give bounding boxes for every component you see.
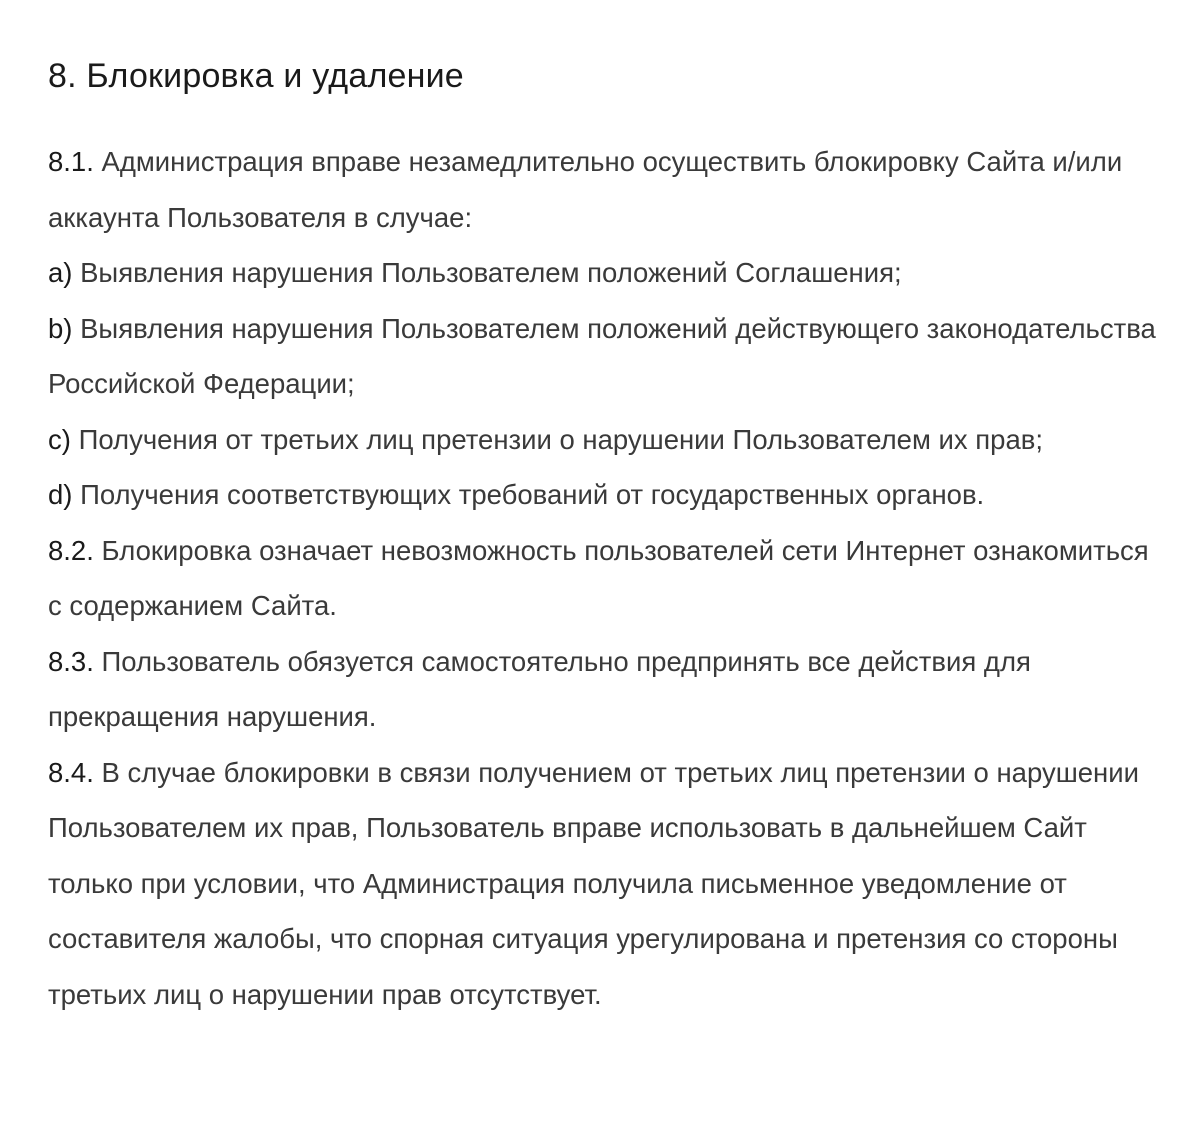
- clause-marker: b): [48, 312, 73, 344]
- clause-8-2: [48, 523, 1158, 634]
- clause-marker: 8.2.: [48, 534, 94, 566]
- clause-8-4: [48, 745, 1158, 1023]
- clause-8-1-d: [48, 467, 1158, 523]
- clause-8-1: [48, 134, 1158, 245]
- clause-text: Выявления нарушения Пользователем положений Соглашения;: [80, 257, 902, 288]
- clause-text: Блокировка означает невозможность пользователей сети Интернет ознакомиться с содержанием Сайта.: [48, 534, 1149, 621]
- clause-marker: c): [48, 423, 71, 455]
- clause-text: Администрация вправе незамедлительно осуществить блокировку Сайта и/или аккаунта Пользователя в случае:: [48, 146, 1123, 233]
- clause-text: Выявления нарушения Пользователем положений действующего законодательства Российской Федерации;: [48, 312, 1156, 399]
- clause-text: Получения от третьих лиц претензии о нарушении Пользователем их прав;: [78, 423, 1043, 455]
- section-body: [48, 134, 1158, 1022]
- clause-marker: 8.4.: [48, 756, 94, 788]
- clause-8-1-a: [48, 245, 1158, 301]
- clause-8-3: [48, 634, 1158, 745]
- section-title: 8. Блокировка и удаление: [48, 57, 464, 95]
- clause-text: В случае блокировки в связи получением от третьих лиц претензии о нарушении Пользователем их прав, Пользователь вправе использовать в дальнейшем Сайт только при условии, что Администрация получила письменное уведомление от составителя жалобы, что спорная ситуация урегулирована и претензия со стороны третьих лиц о нарушении прав отсутствует.: [48, 756, 1139, 1010]
- clause-marker: 8.3.: [48, 645, 94, 677]
- clause-text: Пользователь обязуется самостоятельно предпринять все действия для прекращения нарушения.: [48, 645, 1031, 732]
- clause-8-1-b: [48, 301, 1158, 412]
- clause-8-1-c: [48, 412, 1158, 468]
- clause-marker: d): [48, 479, 73, 510]
- clause-marker: a): [48, 257, 73, 288]
- clause-text: Получения соответствующих требований от государственных органов.: [80, 479, 985, 510]
- clause-marker: 8.1.: [48, 146, 94, 177]
